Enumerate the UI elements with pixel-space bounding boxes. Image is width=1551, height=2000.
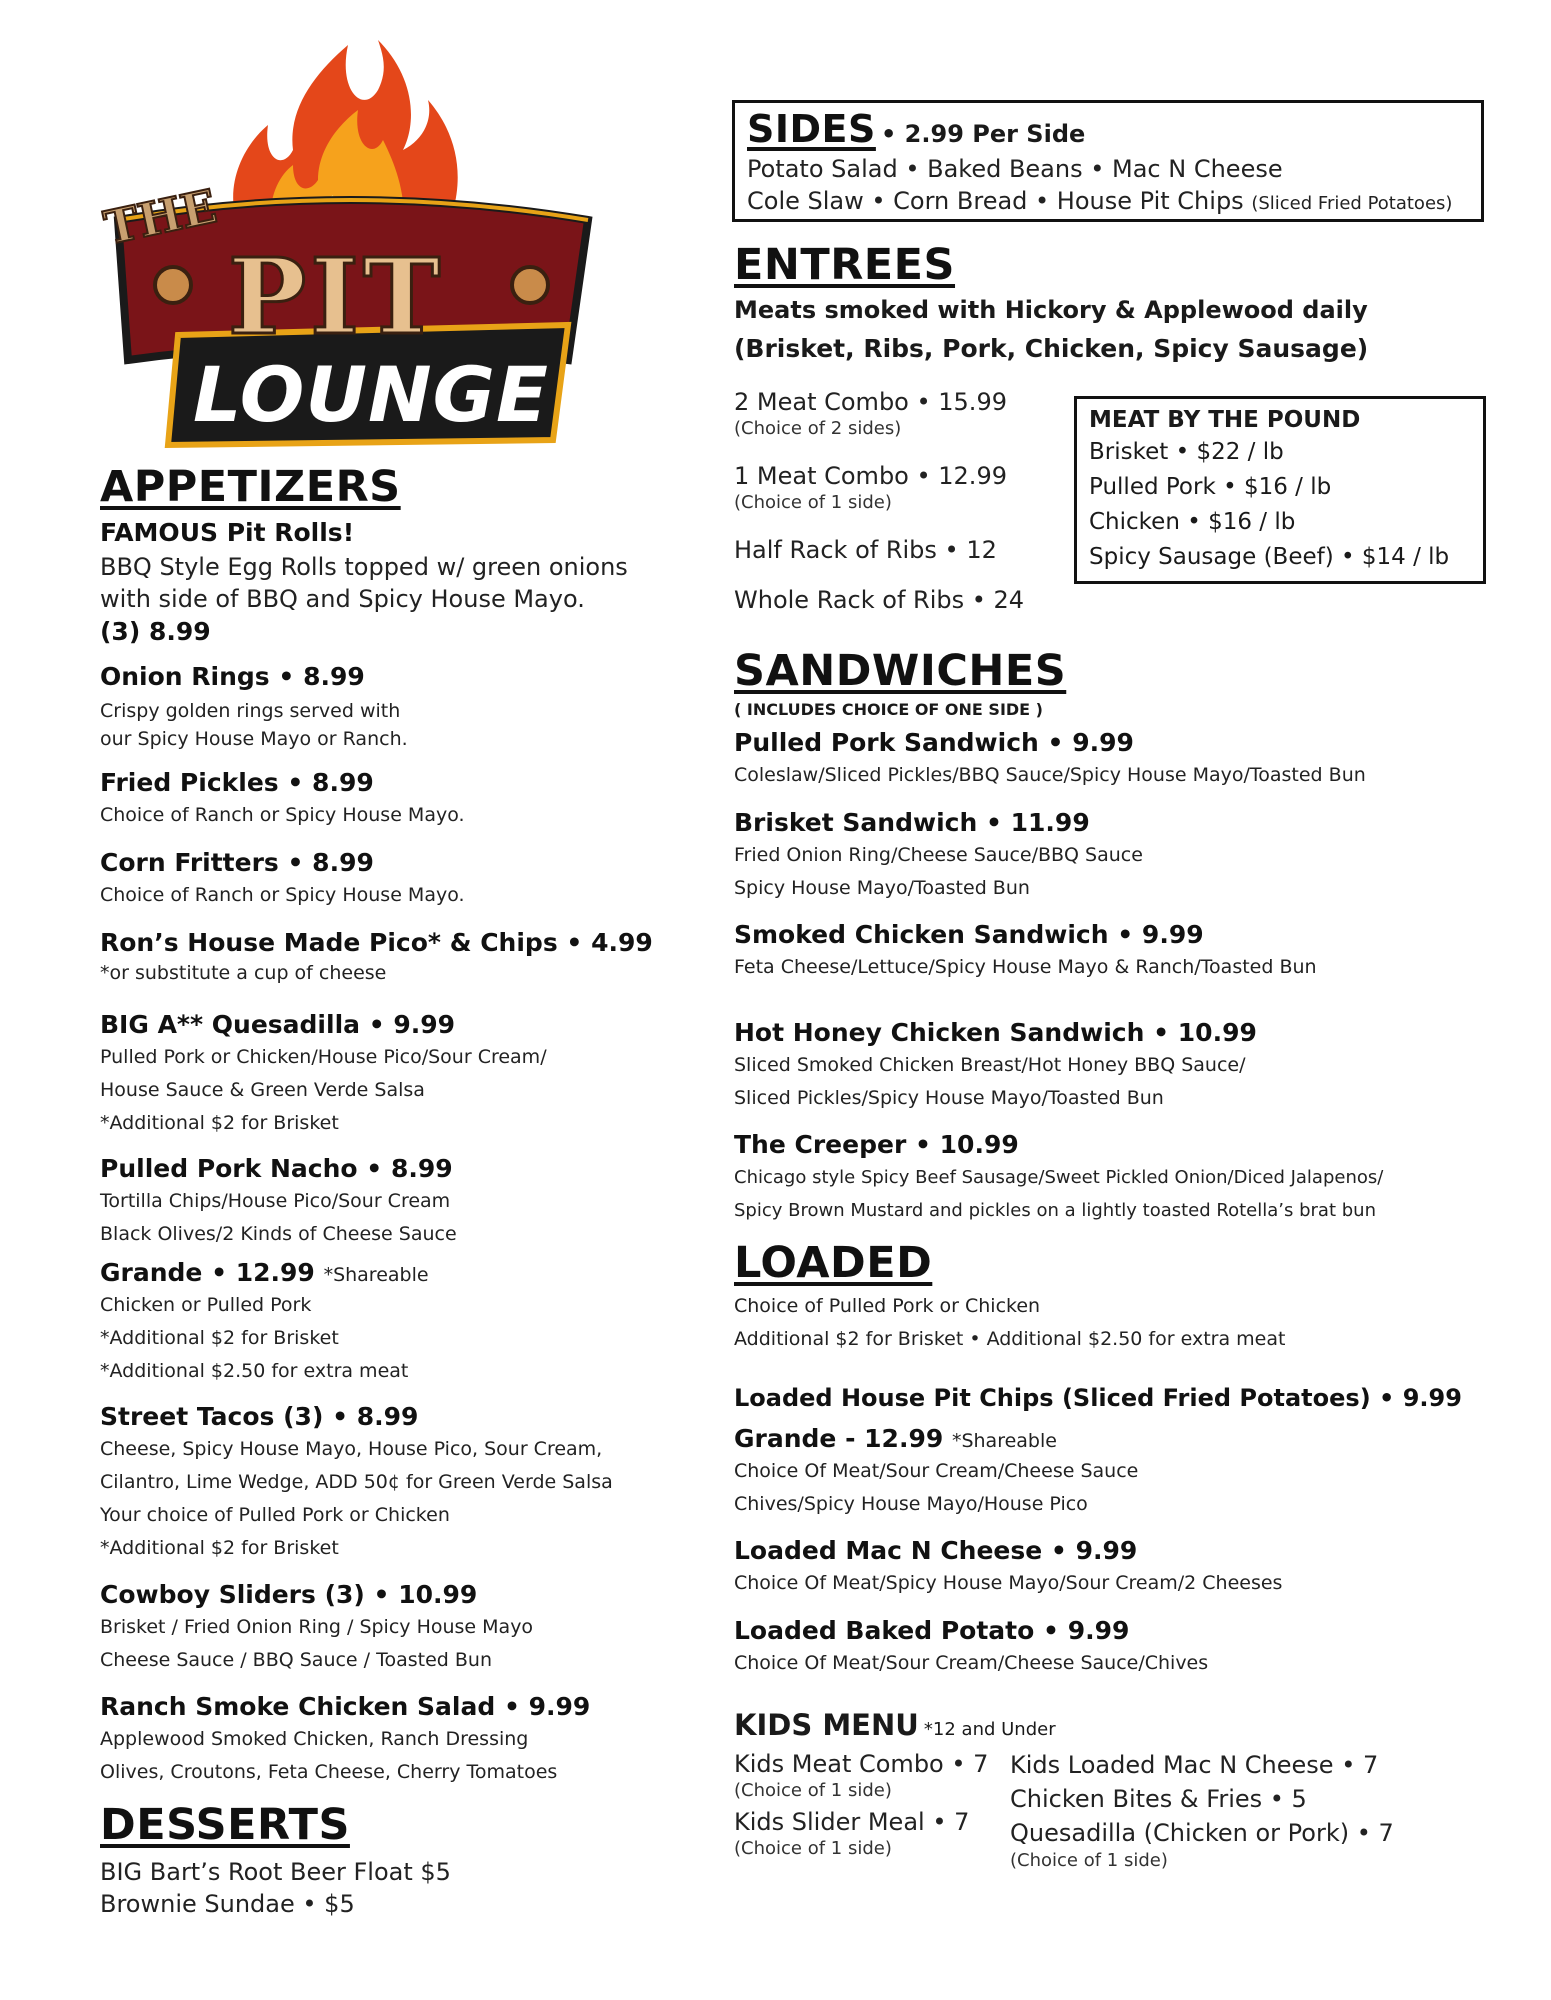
half-rack-ribs: Half Rack of Ribs • 12: [734, 536, 997, 564]
shareable-note: *Shareable: [951, 1430, 1057, 1452]
item-title: Street Tacos (3) • 8.99: [100, 1402, 419, 1431]
one-meat-combo: [734, 460, 1007, 514]
pound-item: Pulled Pork • $16 / lb: [1089, 474, 1332, 500]
item-title: Loaded Baked Potato • 9.99: [734, 1616, 1130, 1645]
item-desc: Coleslaw/Sliced Pickles/BBQ Sauce/Spicy House Mayo/Toasted Bun: [734, 764, 1366, 786]
item-desc: Choice Of Meat/Sour Cream/Cheese Sauce/Chives: [734, 1652, 1209, 1674]
sides-list: [747, 185, 1469, 220]
kids-bites: Chicken Bites & Fries • 5: [1010, 1785, 1307, 1813]
item-desc: Brisket / Fried Onion Ring / Spicy House Mayo: [100, 1616, 534, 1638]
pulled-pork-sandwich: [734, 728, 1366, 792]
item-desc: Fried Onion Ring/Cheese Sauce/BBQ Sauce: [734, 844, 1143, 866]
item-note: (Choice of 1 side): [734, 1780, 892, 1801]
loaded-pit-chips: [734, 1384, 1462, 1412]
sides-heading: SIDES: [747, 107, 876, 151]
ranch-chicken-salad: [100, 1692, 590, 1789]
item-desc: Your choice of Pulled Pork or Chicken: [100, 1504, 450, 1526]
item-note: (Choice of 1 side): [734, 1838, 892, 1859]
item-title: Corn Fritters • 8.99: [100, 848, 374, 877]
item-desc: *Additional $2 for Brisket: [100, 1327, 339, 1349]
item-desc: Spicy House Mayo/Toasted Bun: [734, 877, 1030, 899]
sides-list-note: (Sliced Fried Potatoes): [1251, 193, 1453, 214]
item-desc: Spicy Brown Mustard and pickles on a lightly toasted Rotella’s brat bun: [734, 1200, 1376, 1221]
loaded-baked-potato: [734, 1616, 1208, 1680]
corn-fritters: [100, 848, 465, 912]
item-desc: Choice Of Meat/Sour Cream/Cheese Sauce: [734, 1460, 1139, 1482]
two-meat-combo: [734, 386, 1007, 440]
dessert-item: BIG Bart’s Root Beer Float $5: [100, 1858, 451, 1886]
nacho-grande: [100, 1258, 429, 1388]
logo-the: THE: [99, 178, 222, 256]
street-tacos: [100, 1402, 613, 1565]
item-desc: our Spicy House Mayo or Ranch.: [100, 728, 408, 750]
item-title: Onion Rings • 8.99: [100, 662, 365, 691]
kids-heading: KIDS MENU: [734, 1708, 919, 1742]
item-desc: BBQ Style Egg Rolls topped w/ green onions: [100, 553, 628, 581]
kids-right-column: [1010, 1748, 1394, 1872]
sandwiches-heading: SANDWICHES: [734, 646, 1067, 696]
logo-pit: PIT: [228, 235, 445, 358]
shareable-note: *Shareable: [323, 1264, 429, 1286]
item-desc: Cheese, Spicy House Mayo, House Pico, Sour Cream,: [100, 1438, 603, 1460]
item-title: Loaded House Pit Chips (Sliced Fried Potatoes) • 9.99: [734, 1384, 1462, 1412]
grande-title: Grande • 12.99: [100, 1258, 315, 1287]
item-desc: Black Olives/2 Kinds of Cheese Sauce: [100, 1223, 457, 1245]
pulled-pork-nacho: [100, 1154, 457, 1251]
pico-and-chips: [100, 928, 653, 987]
item-title: Cowboy Sliders (3) • 10.99: [100, 1580, 478, 1609]
item-title: Ron’s House Made Pico* & Chips • 4.99: [100, 928, 653, 957]
item-note: (Choice of 1 side): [1010, 1850, 1168, 1871]
sandwiches-section: [734, 646, 1066, 719]
pound-heading: MEAT BY THE POUND: [1089, 407, 1361, 433]
item-title: [100, 1258, 429, 1287]
item-title: 1 Meat Combo • 12.99: [734, 462, 1007, 490]
item-title: 2 Meat Combo • 15.99: [734, 388, 1007, 416]
item-title: Hot Honey Chicken Sandwich • 10.99: [734, 1018, 1257, 1047]
item-desc: Choice of Ranch or Spicy House Mayo.: [100, 884, 465, 906]
pound-item: Chicken • $16 / lb: [1089, 509, 1296, 535]
desserts-section: [100, 1800, 451, 1920]
smoked-chicken-sandwich: [734, 920, 1317, 984]
item-desc: Chives/Spicy House Mayo/House Pico: [734, 1493, 1088, 1515]
item-desc: Choice Of Meat/Spicy House Mayo/Sour Cream/2 Cheeses: [734, 1572, 1283, 1594]
item-title: [734, 1424, 1138, 1453]
item-desc: Feta Cheese/Lettuce/Spicy House Mayo & Ranch/Toasted Bun: [734, 956, 1317, 978]
item-desc: *Additional $2 for Brisket: [100, 1112, 339, 1134]
item-title: The Creeper • 10.99: [734, 1130, 1019, 1159]
grande-title: Grande - 12.99: [734, 1424, 944, 1453]
appetizers-heading: APPETIZERS: [100, 462, 401, 512]
appetizers-section: [100, 462, 660, 512]
hot-honey-chicken-sandwich: [734, 1018, 1257, 1115]
pit-lounge-logo: [98, 30, 598, 450]
item-price: (3) 8.99: [100, 617, 211, 646]
desserts-heading: DESSERTS: [100, 1800, 350, 1850]
item-desc: Olives, Croutons, Feta Cheese, Cherry Tomatoes: [100, 1761, 558, 1783]
item-desc: Sliced Pickles/Spicy House Mayo/Toasted Bun: [734, 1087, 1164, 1109]
item-title: Brisket Sandwich • 11.99: [734, 808, 1090, 837]
sides-box: [732, 100, 1484, 222]
item-title: Ranch Smoke Chicken Salad • 9.99: [100, 1692, 591, 1721]
loaded-heading: LOADED: [734, 1238, 933, 1288]
item-title: Loaded Mac N Cheese • 9.99: [734, 1536, 1138, 1565]
onion-rings: [100, 662, 408, 753]
item-title: Pulled Pork Sandwich • 9.99: [734, 728, 1134, 757]
item-desc: Sliced Smoked Chicken Breast/Hot Honey BBQ Sauce/: [734, 1054, 1246, 1076]
loaded-section: [734, 1238, 1285, 1356]
kids-note: *12 and Under: [923, 1719, 1056, 1740]
entrees-subtitle: (Brisket, Ribs, Pork, Chicken, Spicy Sausage): [734, 334, 1369, 363]
brisket-sandwich: [734, 808, 1143, 905]
item-desc: Choice of Ranch or Spicy House Mayo.: [100, 804, 465, 826]
entrees-heading: ENTREES: [734, 240, 956, 290]
item-title: Kids Slider Meal • 7: [734, 1808, 970, 1836]
dessert-item: Brownie Sundae • $5: [100, 1890, 355, 1918]
item-title: Smoked Chicken Sandwich • 9.99: [734, 920, 1204, 949]
entrees-section: [734, 240, 1368, 363]
pound-item: Spicy Sausage (Beef) • $14 / lb: [1089, 544, 1450, 570]
item-desc: *Additional $2 for Brisket: [100, 1537, 339, 1559]
item-desc: *Additional $2.50 for extra meat: [100, 1360, 409, 1382]
loaded-desc: Additional $2 for Brisket • Additional $2.50 for extra meat: [734, 1328, 1286, 1350]
loaded-desc: Choice of Pulled Pork or Chicken: [734, 1295, 1041, 1317]
item-title: Kids Meat Combo • 7: [734, 1750, 989, 1778]
meat-by-pound-box: [1074, 396, 1486, 584]
item-title: Pulled Pork Nacho • 8.99: [100, 1154, 453, 1183]
the-creeper: [734, 1130, 1383, 1227]
item-desc: with side of BBQ and Spicy House Mayo.: [100, 585, 585, 613]
loaded-mac-n-cheese: [734, 1536, 1282, 1600]
entrees-subtitle: Meats smoked with Hickory & Applewood daily: [734, 296, 1368, 324]
item-desc: Crispy golden rings served with: [100, 700, 401, 722]
item-desc: Chicken or Pulled Pork: [100, 1294, 312, 1316]
sides-header: [747, 107, 1469, 151]
pound-item: Brisket • $22 / lb: [1089, 439, 1284, 465]
kids-quesadilla: Quesadilla (Chicken or Pork) • 7: [1010, 1819, 1394, 1847]
item-desc: Pulled Pork or Chicken/House Pico/Sour Cream/: [100, 1046, 547, 1068]
famous-pit-rolls: [100, 518, 628, 646]
item-desc: Cilantro, Lime Wedge, ADD 50¢ for Green Verde Salsa: [100, 1471, 613, 1493]
item-desc: *or substitute a cup of cheese: [100, 962, 387, 984]
sides-list-text: Cole Slaw • Corn Bread • House Pit Chips: [747, 187, 1244, 215]
item-title: Fried Pickles • 8.99: [100, 768, 374, 797]
item-desc: House Sauce & Green Verde Salsa: [100, 1079, 425, 1101]
item-title: BIG A** Quesadilla • 9.99: [100, 1010, 456, 1039]
item-desc: Tortilla Chips/House Pico/Sour Cream: [100, 1190, 451, 1212]
kids-slider-meal: [734, 1806, 969, 1860]
kids-menu-section: [734, 1708, 1056, 1742]
item-title: FAMOUS Pit Rolls!: [100, 518, 355, 547]
sandwiches-note: ( INCLUDES CHOICE OF ONE SIDE ): [734, 700, 1043, 719]
kids-meat-combo: [734, 1748, 988, 1802]
item-desc: Chicago style Spicy Beef Sausage/Sweet Pickled Onion/Diced Jalapenos/: [734, 1167, 1384, 1188]
item-desc: Applewood Smoked Chicken, Ranch Dressing: [100, 1728, 529, 1750]
kids-mac: Kids Loaded Mac N Cheese • 7: [1010, 1751, 1379, 1779]
logo-lounge: LOUNGE: [193, 350, 549, 439]
whole-rack-ribs: Whole Rack of Ribs • 24: [734, 586, 1025, 614]
sides-list: Potato Salad • Baked Beans • Mac N Cheese: [747, 155, 1283, 183]
sides-price: • 2.99 Per Side: [880, 120, 1086, 148]
fried-pickles: [100, 768, 465, 832]
item-note: (Choice of 2 sides): [734, 418, 902, 439]
item-desc: Cheese Sauce / BBQ Sauce / Toasted Bun: [100, 1649, 493, 1671]
kids-header: [734, 1708, 1056, 1742]
cowboy-sliders: [100, 1580, 533, 1677]
item-note: (Choice of 1 side): [734, 492, 892, 513]
big-quesadilla: [100, 1010, 547, 1140]
loaded-grande: [734, 1424, 1138, 1521]
